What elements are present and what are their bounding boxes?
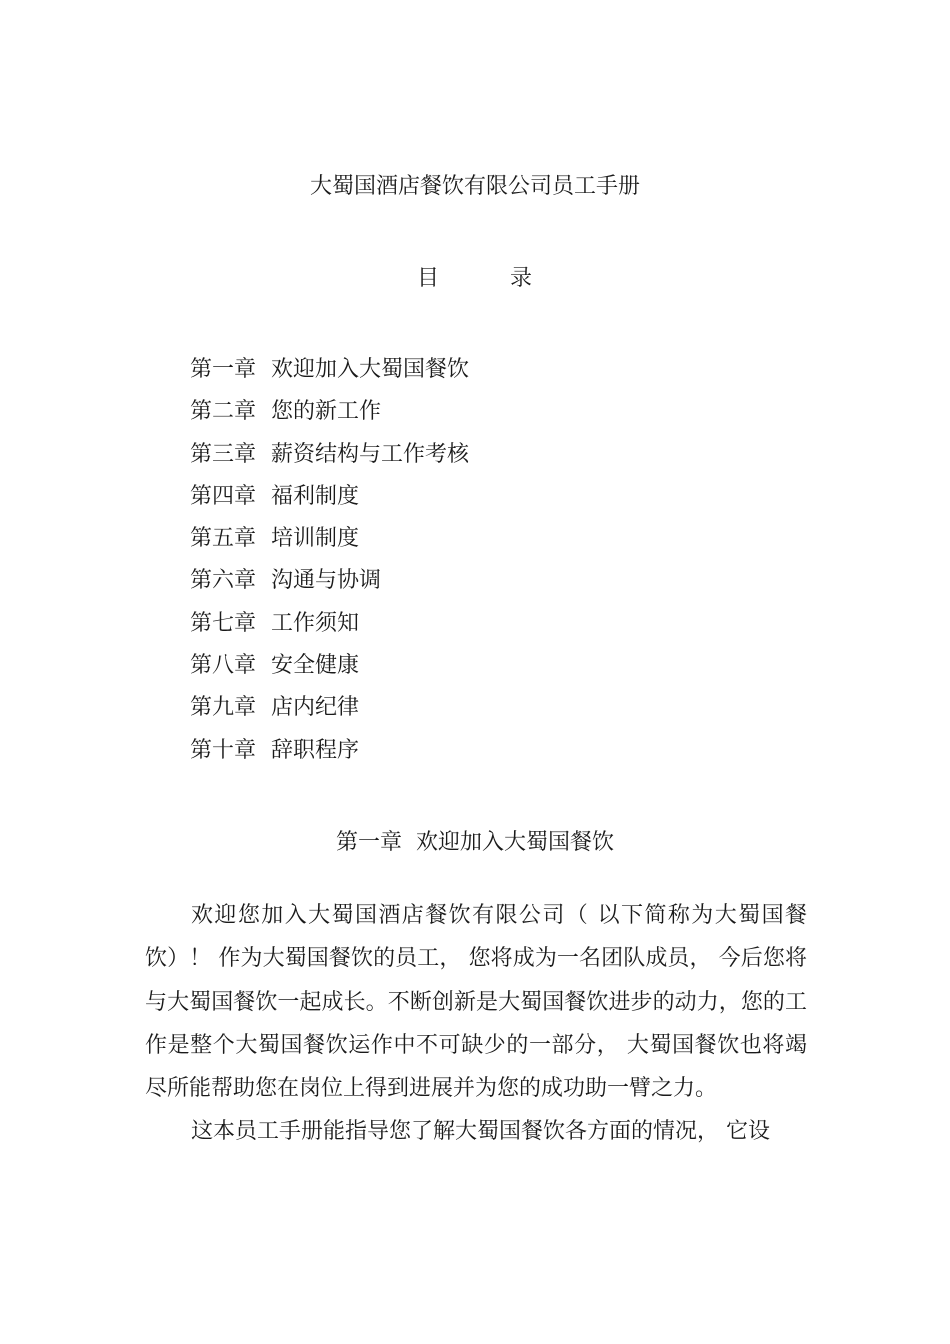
toc-chapter-number: 第六章 (190, 568, 257, 594)
toc-chapter-title: 沟通与协调 (271, 568, 382, 594)
toc-item (190, 397, 790, 439)
toc-item (190, 609, 790, 651)
toc-chapter-number: 第五章 (190, 526, 257, 552)
toc-chapter-number: 第三章 (190, 441, 257, 467)
toc-item (190, 524, 790, 566)
toc-item (190, 482, 790, 524)
toc-chapter-title: 安全健康 (271, 653, 360, 679)
toc-chapter-number: 第四章 (190, 483, 257, 509)
toc-chapter-title: 工作须知 (271, 610, 360, 636)
table-of-contents (190, 355, 790, 778)
toc-heading-char-2: 录 (510, 266, 533, 291)
toc-item (190, 440, 790, 482)
toc-item (190, 355, 790, 397)
toc-chapter-number: 第一章 (190, 357, 257, 382)
toc-chapter-title: 欢迎加入大蜀国餐饮 (271, 357, 470, 382)
toc-item (190, 651, 790, 693)
toc-item (190, 566, 790, 608)
toc-chapter-number: 第二章 (190, 399, 257, 425)
toc-chapter-title: 福利制度 (271, 483, 360, 509)
toc-chapter-title: 培训制度 (271, 526, 360, 552)
toc-item (190, 736, 790, 778)
paragraph: 欢迎您加入大蜀国酒店餐饮有限公司（ 以下简称为大蜀国餐饮）！ 作为大蜀国餐饮的员工， 您将成为一名团队成员， 今后您将与大蜀国餐饮一起成长。不断创新是大蜀国餐饮进步的动力，您的工作是整个大蜀国餐饮运作中不可缺少的一部分， 大蜀国餐饮也将竭尽所能帮助您在岗位上得到进展并为您的成功助一臂之力。 (145, 903, 807, 1102)
body-text (145, 894, 807, 1154)
section-heading: 第一章 欢迎加入大蜀国餐饮 (336, 830, 614, 855)
document-title: 大蜀国酒店餐饮有限公司员工手册 (309, 174, 640, 199)
toc-chapter-title: 薪资结构与工作考核 (271, 441, 470, 467)
toc-chapter-number: 第八章 (190, 653, 257, 679)
toc-chapter-number: 第十章 (190, 737, 257, 763)
toc-heading-char-1: 目 (417, 266, 440, 291)
toc-chapter-number: 第七章 (190, 610, 257, 636)
toc-chapter-title: 店内纪律 (271, 695, 360, 721)
toc-chapter-number: 第九章 (190, 695, 257, 721)
toc-heading (0, 264, 950, 294)
toc-item (190, 693, 790, 735)
toc-chapter-title: 辞职程序 (271, 737, 360, 763)
paragraph: 这本员工手册能指导您了解大蜀国餐饮各方面的情况， 它设 (191, 1119, 770, 1145)
toc-chapter-title: 您的新工作 (271, 399, 382, 425)
